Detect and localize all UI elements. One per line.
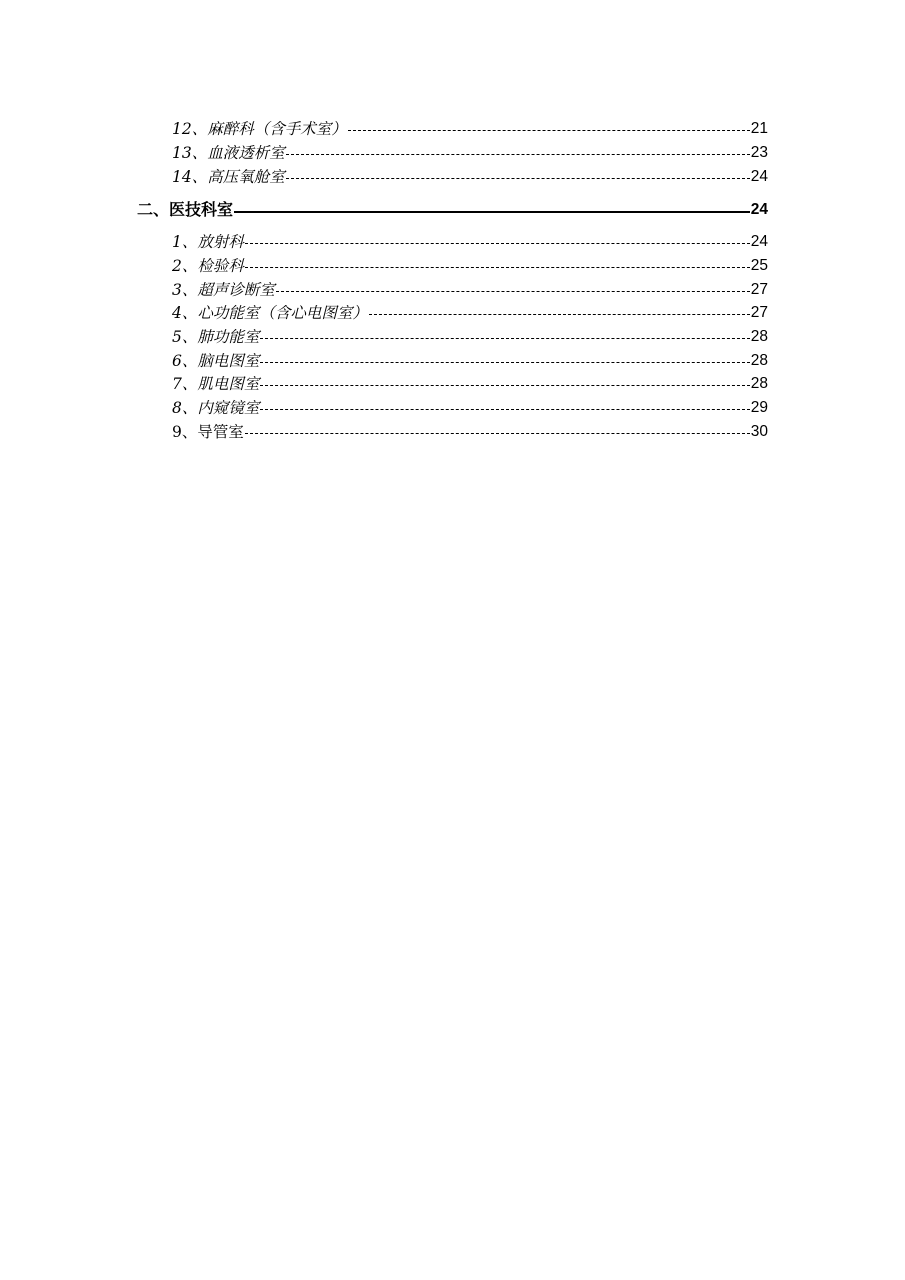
toc-entry-page: 30 [750,423,768,440]
toc-entry-page: 28 [750,328,768,345]
toc-section-page: 24 [750,201,768,218]
toc-entry-page: 23 [750,144,768,161]
toc-entry-label: 3、超声诊断室 [172,281,275,299]
dot-leader [348,130,750,131]
toc-entry[interactable] [172,375,768,393]
toc-entry-label: 1、放射科 [172,233,244,251]
toc-entry-label: 7、肌电图室 [172,375,260,393]
toc-entry[interactable] [172,120,768,138]
toc-entry[interactable] [172,144,768,162]
toc-entry-page: 27 [750,304,768,321]
toc-entry-page: 27 [750,281,768,298]
toc-entry-page: 24 [750,233,768,250]
dot-leader [245,243,750,244]
dot-leader [286,178,750,179]
toc-entry[interactable] [172,233,768,251]
dot-leader [369,314,750,315]
toc-entry-label: 4、心功能室（含心电图室） [172,304,368,322]
toc-entry[interactable] [172,423,768,441]
toc-entry-page: 25 [750,257,768,274]
toc-entry-label: 13、血液透析室 [172,144,285,162]
toc-entry[interactable] [172,168,768,186]
dot-leader [260,362,749,363]
toc-entry[interactable] [172,328,768,346]
dot-leader [276,291,750,292]
toc-entry-page: 21 [750,120,768,137]
toc-entry-label: 14、高压氧舱室 [172,168,285,186]
solid-leader [234,211,750,213]
toc-entry-label: 8、内窥镜室 [172,399,260,417]
toc-entry-page: 29 [750,399,768,416]
toc-entry-label: 12、麻醉科（含手术室） [172,120,347,138]
toc-entry-page: 24 [750,168,768,185]
toc-entry-label: 9、导管室 [172,423,244,441]
dot-leader [286,154,750,155]
toc-entry[interactable] [172,352,768,370]
toc-section-entry[interactable] [137,201,768,219]
dot-leader [260,385,749,386]
toc-entry-label: 5、肺功能室 [172,328,260,346]
toc-entry[interactable] [172,304,768,322]
toc-entry[interactable] [172,257,768,275]
dot-leader [260,409,749,410]
toc-entry-page: 28 [750,375,768,392]
toc-entry[interactable] [172,281,768,299]
toc-entry-label: 2、检验科 [172,257,244,275]
toc-section-label: 二、医技科室 [137,200,234,219]
toc-entry-label: 6、脑电图室 [172,352,260,370]
toc-entry-page: 28 [750,352,768,369]
toc-entry[interactable] [172,399,768,417]
dot-leader [245,433,750,434]
dot-leader [245,267,750,268]
dot-leader [260,338,749,339]
